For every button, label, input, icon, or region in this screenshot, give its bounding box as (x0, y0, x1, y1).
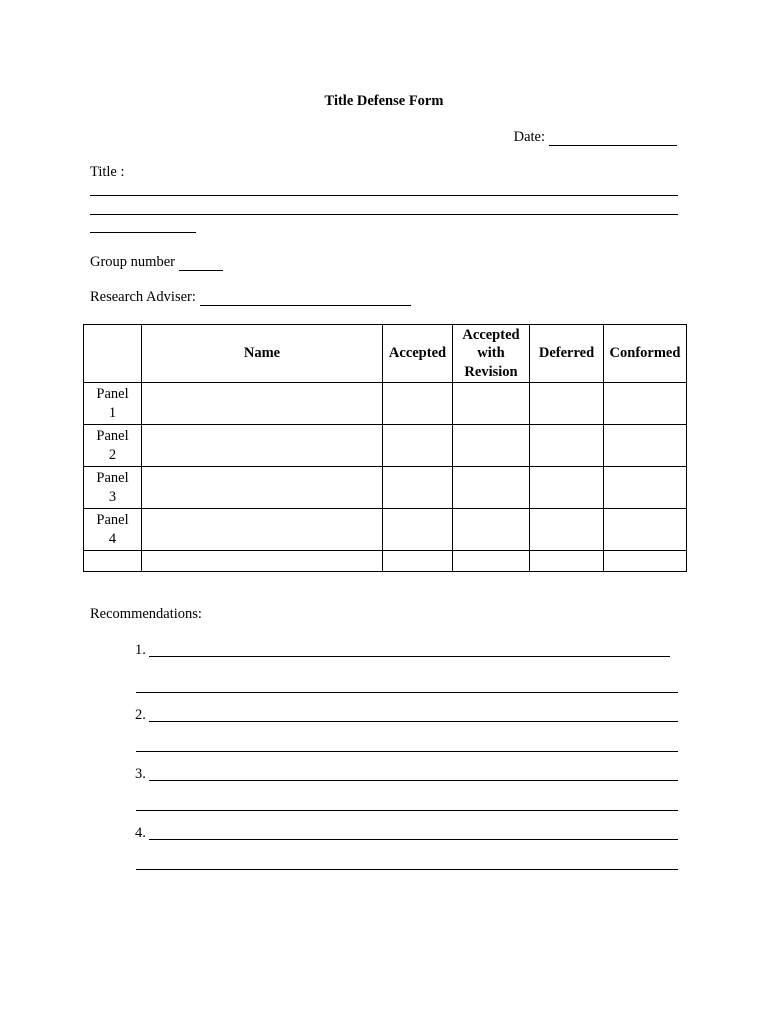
title-field-line-1[interactable] (90, 195, 678, 196)
group-number-row (90, 254, 223, 271)
panel-evaluation-table (83, 324, 687, 572)
recommendations-label: Recommendations: (90, 606, 202, 622)
accepted-with-revision-cell[interactable] (453, 383, 530, 425)
name-cell[interactable] (142, 509, 383, 551)
recommendation-number: 1. (135, 642, 146, 658)
research-adviser-field[interactable] (200, 291, 411, 306)
name-cell[interactable] (142, 383, 383, 425)
accepted-with-revision-cell[interactable] (453, 551, 530, 572)
deferred-cell[interactable] (530, 467, 604, 509)
table-row (84, 383, 687, 425)
recommendation-1-line-2[interactable] (136, 692, 678, 693)
panel-label: Panel 1 (84, 383, 142, 425)
table-row (84, 467, 687, 509)
accepted-with-revision-cell[interactable] (453, 425, 530, 467)
panel-label: Panel 4 (84, 509, 142, 551)
deferred-cell[interactable] (530, 509, 604, 551)
title-field-line-2[interactable] (90, 214, 678, 215)
name-cell[interactable] (142, 425, 383, 467)
research-adviser-label: Research Adviser: (90, 289, 196, 305)
recommendation-1-line-1[interactable] (149, 656, 670, 657)
date-row (514, 129, 677, 146)
table-row (84, 425, 687, 467)
date-label: Date: (513, 129, 545, 145)
header-accepted: Accepted (383, 325, 453, 383)
accepted-cell[interactable] (383, 467, 453, 509)
conformed-cell[interactable] (604, 509, 687, 551)
deferred-cell[interactable] (530, 551, 604, 572)
header-blank-cell (84, 325, 142, 383)
panel-label (84, 551, 142, 572)
header-deferred: Deferred (530, 325, 604, 383)
research-adviser-row (90, 289, 411, 306)
header-name: Name (142, 325, 383, 383)
recommendation-number: 2. (135, 707, 146, 723)
conformed-cell[interactable] (604, 383, 687, 425)
group-number-label: Group number (90, 254, 175, 270)
table-header-row (84, 325, 687, 383)
recommendation-3-line-1[interactable] (149, 780, 678, 781)
deferred-cell[interactable] (530, 425, 604, 467)
accepted-cell[interactable] (383, 383, 453, 425)
table-row (84, 551, 687, 572)
name-cell[interactable] (142, 467, 383, 509)
table-row (84, 509, 687, 551)
header-conformed: Conformed (604, 325, 687, 383)
accepted-with-revision-cell[interactable] (453, 467, 530, 509)
accepted-cell[interactable] (383, 551, 453, 572)
panel-label: Panel 2 (84, 425, 142, 467)
name-cell[interactable] (142, 551, 383, 572)
group-number-field[interactable] (179, 256, 223, 271)
title-label: Title : (90, 164, 125, 180)
accepted-with-revision-cell[interactable] (453, 509, 530, 551)
conformed-cell[interactable] (604, 467, 687, 509)
conformed-cell[interactable] (604, 425, 687, 467)
recommendation-4-line-1[interactable] (149, 839, 678, 840)
date-field[interactable] (549, 131, 677, 146)
conformed-cell[interactable] (604, 551, 687, 572)
recommendation-4-line-2[interactable] (136, 869, 678, 870)
panel-label: Panel 3 (84, 467, 142, 509)
accepted-cell[interactable] (383, 425, 453, 467)
accepted-cell[interactable] (383, 509, 453, 551)
title-field-line-3[interactable] (90, 232, 196, 233)
recommendation-number: 3. (135, 766, 146, 782)
form-title: Title Defense Form (324, 93, 444, 109)
header-accepted-with-revision: Accepted with Revision (453, 325, 530, 383)
recommendation-3-line-2[interactable] (136, 810, 678, 811)
deferred-cell[interactable] (530, 383, 604, 425)
recommendation-2-line-2[interactable] (136, 751, 678, 752)
recommendation-number: 4. (135, 825, 146, 841)
recommendation-2-line-1[interactable] (149, 721, 678, 722)
